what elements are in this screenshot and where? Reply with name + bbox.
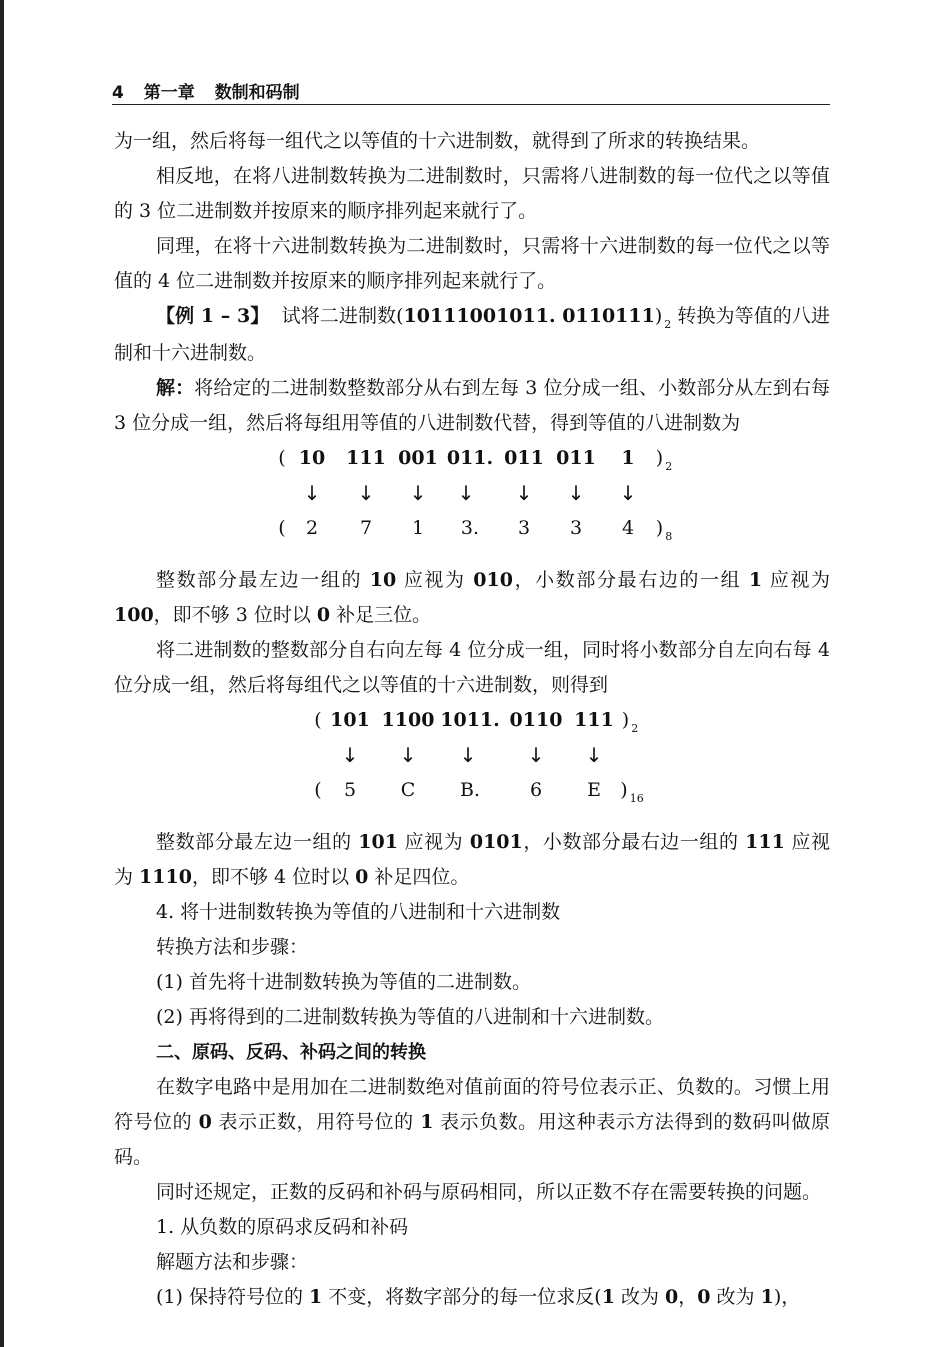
- down-arrow-icon: ↓: [457, 481, 475, 505]
- down-arrow-icon: ↓: [341, 743, 359, 767]
- bin-group: 111: [574, 709, 614, 731]
- bin-group: 1011.: [440, 709, 500, 731]
- paragraph: [114, 1070, 830, 1175]
- bold-number: 111: [745, 831, 785, 853]
- text: ，小数部分最右边一组的: [522, 831, 746, 853]
- base-subscript: 2: [665, 460, 673, 473]
- paragraph: 相反地，在将八进制数转换为二进制数时，只需将八进制数的每一位代之以等值的 3 位二进制数并按原来的顺序排列起来就行了。: [114, 165, 830, 222]
- text: 表示正数，用符号位的: [211, 1111, 421, 1133]
- bold-number: 1110: [139, 866, 192, 888]
- solution-paragraph: [114, 371, 830, 441]
- paragraph: 将二进制数的整数部分自右向左每 4 位分成一组，同时将小数部分自左向右每 4 位分成一组，然后将每组代之以等值的十六进制数，则得到: [114, 639, 830, 696]
- bin-group: 1100: [381, 709, 435, 731]
- bold-number: 1: [420, 1111, 434, 1133]
- text: 应视为: [762, 569, 830, 591]
- bin-group: 101: [330, 709, 370, 731]
- text: 整数部分最左边一组的: [156, 831, 359, 853]
- bold-number: 10: [369, 569, 397, 591]
- page-number: 4: [112, 83, 124, 103]
- bold-number: 1: [760, 1286, 774, 1308]
- section-title: 4. 将十进制数转换为等值的八进制和十六进制数: [156, 901, 561, 923]
- text: 不变，将数字部分的每一位求反(: [322, 1286, 602, 1308]
- paren-open: (: [314, 709, 322, 731]
- paragraph: 解题方法和步骤：: [156, 1251, 309, 1273]
- section-heading: 二、原码、反码、补码之间的转换: [156, 1042, 426, 1063]
- oct-digit: 3: [569, 517, 583, 539]
- bold-number: 0101: [469, 831, 523, 853]
- bold-number: 0: [355, 866, 369, 888]
- bin-group: 011.: [446, 447, 494, 469]
- example-paragraph: [114, 299, 830, 371]
- text: 表示负数。用这种表示方法得到的数码叫做原码。: [114, 1111, 830, 1168]
- paren: ): [621, 709, 630, 731]
- hex-digit: 5: [343, 779, 357, 801]
- text: ，即不够 3 位时以: [153, 604, 317, 626]
- bin-group: 0110: [509, 709, 563, 731]
- arrow-row: [114, 481, 830, 511]
- text: 应视为: [396, 569, 474, 591]
- step: (1) 首先将十进制数转换为等值的二进制数。: [156, 971, 531, 993]
- bin-group: 011: [556, 447, 596, 469]
- down-arrow-icon: ↓: [357, 481, 375, 505]
- paragraph: 为一组，然后将每一组代之以等值的十六进制数，就得到了所求的转换结果。: [114, 130, 761, 152]
- text: 应视为: [397, 831, 470, 853]
- paren: ): [620, 779, 628, 801]
- bin-group: 011: [504, 447, 544, 469]
- solution-label: 解：: [156, 377, 195, 399]
- bin-group: 111: [346, 447, 386, 469]
- text: ，小数部分最右边的一组: [512, 569, 749, 591]
- paragraph: 同时还规定，正数的反码和补码与原码相同，所以正数不存在需要转换的问题。: [156, 1181, 822, 1203]
- oct-digit: 4: [621, 517, 635, 539]
- text: 改为: [614, 1286, 666, 1308]
- binary-row: [114, 447, 830, 477]
- paragraph: 转换方法和步骤：: [156, 936, 309, 958]
- oct-digit: 3.: [460, 517, 480, 539]
- down-arrow-icon: ↓: [303, 481, 321, 505]
- bin-group: 10: [298, 447, 326, 469]
- down-arrow-icon: ↓: [527, 743, 545, 767]
- chapter-title: 数制和码制: [214, 83, 300, 103]
- down-arrow-icon: ↓: [567, 481, 585, 505]
- down-arrow-icon: ↓: [409, 481, 427, 505]
- bold-number: 010: [473, 569, 513, 591]
- section-title: 1. 从负数的原码求反码和补码: [156, 1216, 409, 1238]
- paren: ): [655, 447, 664, 469]
- bold-number: 0: [198, 1111, 212, 1133]
- paren-close: [620, 779, 644, 805]
- base-subscript: 2: [664, 318, 672, 331]
- page-body: [114, 124, 830, 1315]
- hex-conversion: [114, 709, 830, 821]
- base-subscript: 2: [631, 722, 639, 735]
- text: 补足四位。: [368, 866, 470, 888]
- header-rule: [112, 104, 830, 105]
- oct-digit: 1: [411, 517, 425, 539]
- bold-number: 100: [114, 604, 154, 626]
- paren: ): [655, 517, 664, 539]
- arrow-row: [114, 743, 830, 773]
- paren-open: (: [314, 779, 322, 801]
- oct-digit: 3: [517, 517, 531, 539]
- paren-open: (: [278, 447, 286, 469]
- text: (1) 保持符号位的: [156, 1286, 309, 1308]
- text: 在数字电路中是用加在二进制数绝对值前面的符号位表示正、负数的。习惯上用符号位的: [114, 1076, 830, 1133]
- bold-number: 1: [748, 569, 763, 591]
- bold-number: 0: [316, 604, 331, 626]
- paragraph: [114, 825, 830, 895]
- text: ，即不够 4 位时以: [191, 866, 356, 888]
- text: 改为: [710, 1286, 761, 1308]
- text: 试将二进制数(: [281, 305, 404, 327]
- text: )，: [773, 1286, 801, 1308]
- page-edge: [0, 0, 4, 1347]
- bin-group: 001: [398, 447, 438, 469]
- step: [114, 1280, 830, 1315]
- bold-number: 1: [601, 1286, 615, 1308]
- paren-open: (: [278, 517, 286, 539]
- down-arrow-icon: ↓: [399, 743, 417, 767]
- hex-digit: E: [587, 779, 601, 801]
- base-subscript: 16: [629, 792, 644, 805]
- text: 补足三位。: [330, 604, 432, 626]
- bin-group: 1: [621, 447, 635, 469]
- step: (2) 再将得到的二进制数转换为等值的八进制和十六进制数。: [156, 1006, 664, 1028]
- text: 应视为: [114, 831, 830, 888]
- down-arrow-icon: ↓: [619, 481, 637, 505]
- hex-digit: B.: [459, 779, 481, 801]
- bold-number: 101: [358, 831, 398, 853]
- oct-digit: 7: [359, 517, 373, 539]
- text: ，: [678, 1286, 698, 1308]
- text: 整数部分最左边一组的: [156, 569, 370, 591]
- text: 转换为等值的八进制和十六进制数。: [114, 305, 830, 364]
- text: ): [654, 305, 663, 327]
- down-arrow-icon: ↓: [515, 481, 533, 505]
- hex-digit: 6: [529, 779, 543, 801]
- paragraph: [114, 563, 830, 633]
- chapter-label: 第一章: [143, 83, 195, 103]
- text: 将给定的二进制数整数部分从右到左每 3 位分成一组、小数部分从左到右每 3 位分成一组，然后将每组用等值的八进制数代替，得到等值的八进制数为: [114, 377, 830, 434]
- binary-row: [114, 709, 830, 739]
- hex-digit: C: [400, 779, 416, 801]
- paren-close: [621, 709, 639, 735]
- example-number: 10111001011. 0110111: [403, 305, 655, 327]
- paren-close: [655, 447, 673, 473]
- running-header: [112, 78, 832, 106]
- down-arrow-icon: ↓: [585, 743, 603, 767]
- paren-close: [655, 517, 673, 543]
- paragraph: 同理，在将十六进制数转换为二进制数时，只需将十六进制数的每一位代之以等值的 4 位二进制数并按原来的顺序排列起来就行了。: [114, 235, 830, 292]
- bold-number: 0: [665, 1286, 679, 1308]
- octal-row: [114, 517, 830, 547]
- base-subscript: 8: [665, 530, 673, 543]
- oct-digit: 2: [305, 517, 319, 539]
- down-arrow-icon: ↓: [459, 743, 477, 767]
- hex-row: [114, 779, 830, 809]
- octal-conversion: [114, 447, 830, 559]
- bold-number: 0: [697, 1286, 711, 1308]
- example-label: 【例 1 – 3】: [156, 305, 270, 327]
- bold-number: 1: [309, 1286, 323, 1308]
